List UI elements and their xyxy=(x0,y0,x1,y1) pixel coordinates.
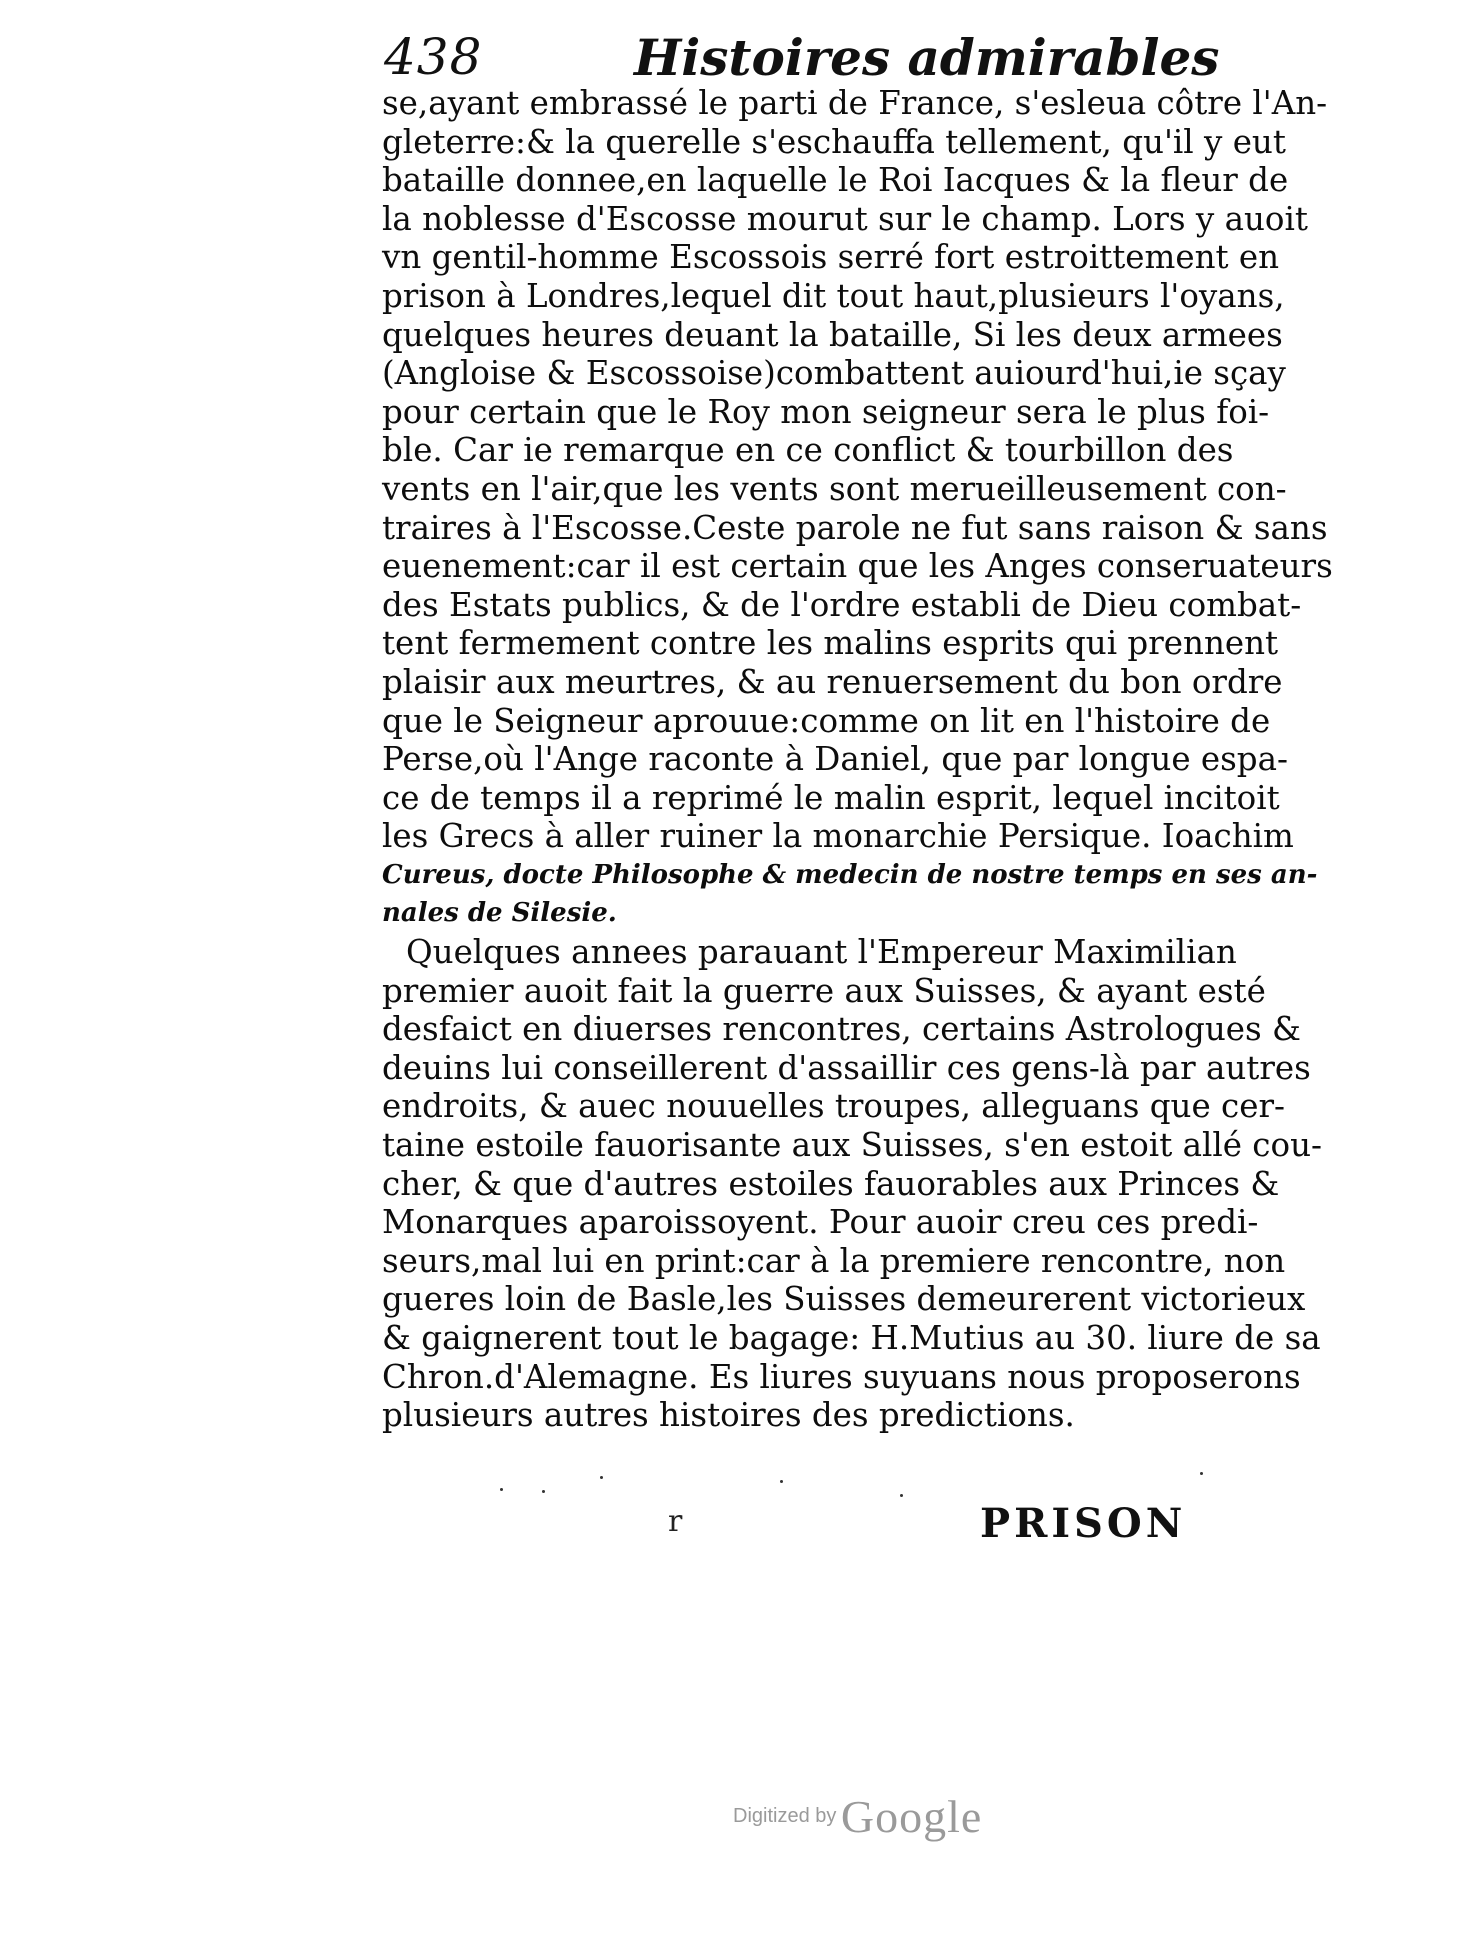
text-line: se,ayant embrassé le parti de France, s'esleua côtre l'An- xyxy=(382,84,1328,122)
text-line: Perse,où l'Ange raconte à Daniel, que par longue espa- xyxy=(382,740,1288,779)
running-title: Histoires admirables xyxy=(634,28,1220,87)
text-line: Chron.d'Alemagne. Es liures suyuans nous proposerons xyxy=(382,1357,1301,1396)
text-line: plusieurs autres histoires des predictions. xyxy=(382,1396,1075,1435)
text-line: Monarques aparoissoyent. Pour auoir creu ces predi- xyxy=(382,1203,1259,1242)
text-line: gleterre:& la querelle s'eschauffa tellement, qu'il y eut xyxy=(382,122,1286,161)
text-line: ce de temps il a reprimé le malin esprit, lequel incitoit xyxy=(382,778,1280,817)
text-line: euenement:car il est certain que les Anges conseruateurs xyxy=(382,547,1333,586)
citation-line: nales de Silesie. xyxy=(382,898,617,929)
body-text xyxy=(382,84,1333,1435)
text-line: tent fermement contre les malins esprits qui prennent xyxy=(382,624,1279,663)
text-line: plaisir aux meurtres, & au renuersement du bon ordre xyxy=(382,662,1283,701)
text-line: quelques heures deuant la bataille, Si les deux armees xyxy=(382,315,1283,354)
text-line: les Grecs à aller ruiner la monarchie Persique. Ioachim xyxy=(382,817,1294,856)
text-line: la noblesse d'Escosse mourut sur le champ. Lors y auoit xyxy=(382,199,1308,238)
text-line: taine estoile fauorisante aux Suisses, s'en estoit allé cou- xyxy=(382,1126,1322,1165)
text-line: endroits, & auec nouuelles troupes, alleguans que cer- xyxy=(382,1087,1286,1126)
text-line: des Estats publics, & de l'ordre establi de Dieu combat- xyxy=(382,585,1302,624)
ink-specks xyxy=(480,1470,1220,1500)
text-line: & gaignerent tout le bagage: H.Mutius au 30. liure de sa xyxy=(382,1319,1321,1357)
catchword: PRISON xyxy=(980,1500,1187,1547)
paragraph-start-line: Quelques annees parauant l'Empereur Maximilian xyxy=(406,933,1237,972)
signature-mark: r xyxy=(668,1504,683,1539)
digitized-by-watermark xyxy=(733,1790,982,1843)
text-line: pour certain que le Roy mon seigneur sera le plus foi- xyxy=(382,392,1270,431)
google-logo: Google xyxy=(840,1791,983,1842)
text-line: bataille donnee,en laquelle le Roi Iacques & la fleur de xyxy=(382,161,1289,200)
text-line: cher, & que d'autres estoiles fauorables aux Princes & xyxy=(382,1164,1280,1203)
text-line: gueres loin de Basle,les Suisses demeurerent victorieux xyxy=(382,1280,1306,1319)
text-line: ble. Car ie remarque en ce conflict & tourbillon des xyxy=(382,431,1234,470)
page-number: 438 xyxy=(384,28,483,86)
text-line: desfaict en diuerses rencontres, certains Astrologues & xyxy=(382,1010,1301,1049)
text-line: que le Seigneur aprouue:comme on lit en l'histoire de xyxy=(382,701,1271,740)
digitized-by-label: Digitized by xyxy=(733,1805,837,1827)
text-line: premier auoit fait la guerre aux Suisses, & ayant esté xyxy=(382,971,1266,1010)
text-line: deuins lui conseillerent d'assaillir ces gens-là par autres xyxy=(382,1048,1311,1087)
text-line: vn gentil-homme Escossois serré fort estroittement en xyxy=(382,238,1280,277)
text-line: traires à l'Escosse.Ceste parole ne fut sans raison & sans xyxy=(382,508,1328,547)
text-line: prison à Londres,lequel dit tout haut,plusieurs l'oyans, xyxy=(382,276,1285,315)
text-line: seurs,mal lui en print:car à la premiere rencontre, non xyxy=(382,1241,1286,1280)
citation-line: Cureus, docte Philosophe & medecin de nostre temps en ses an- xyxy=(382,859,1318,890)
text-line: vents en l'air,que les vents sont merueilleusement con- xyxy=(382,469,1287,508)
text-line: (Angloise & Escossoise)combattent auiourd'hui,ie sçay xyxy=(382,354,1286,393)
